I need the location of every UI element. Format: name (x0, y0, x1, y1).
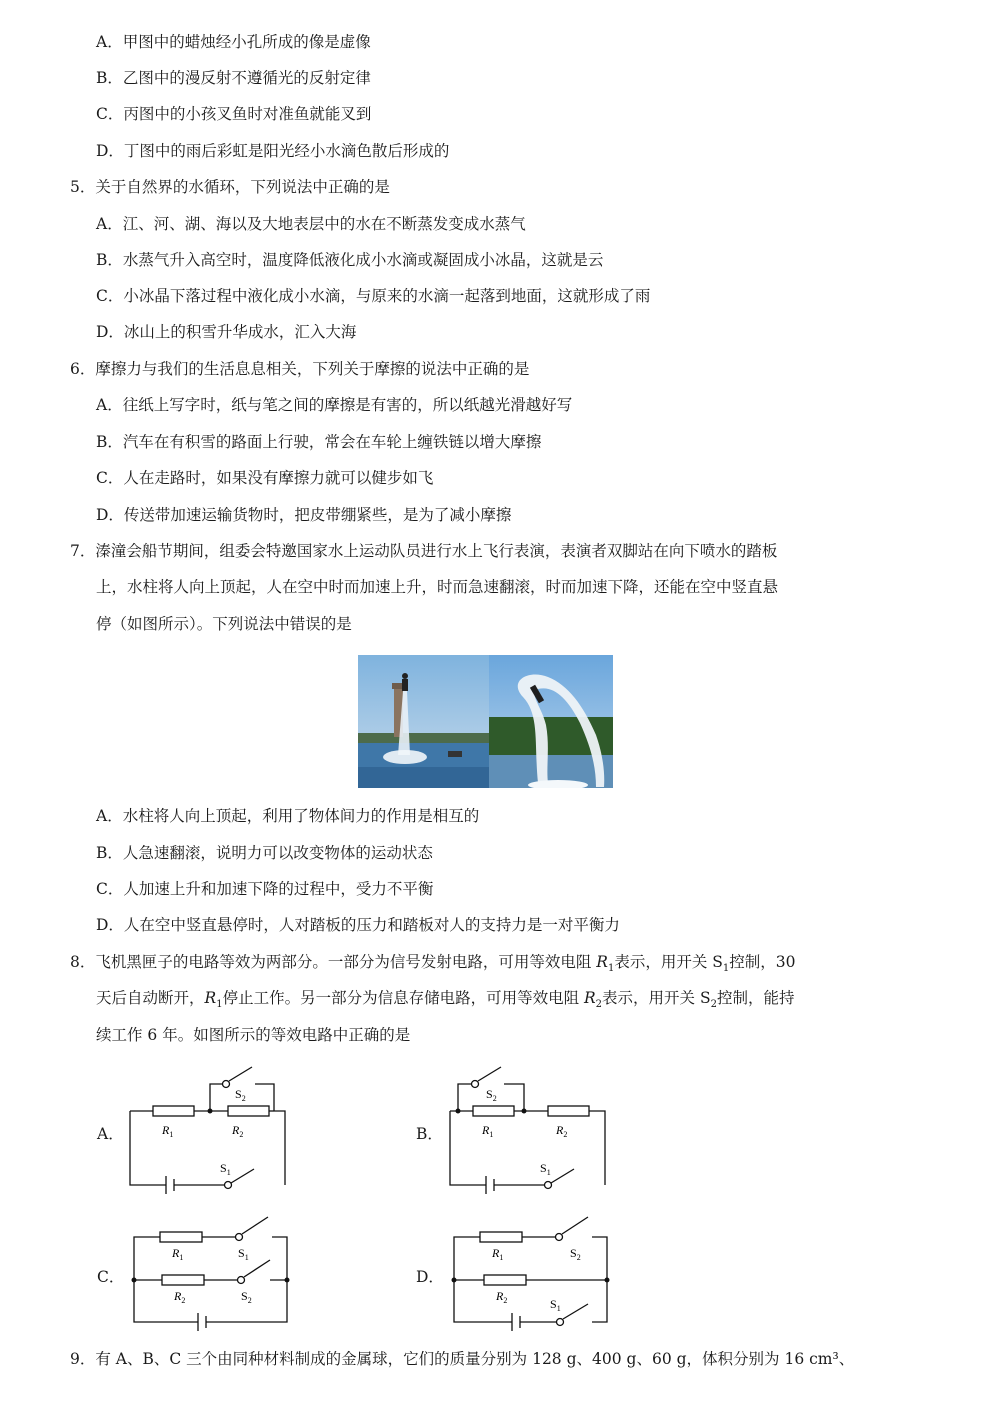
q8-a-r1-label: $R_1$ (162, 1123, 174, 1139)
q8-stem-line1: 8．飞机黑匣子的电路等效为两部分。一部分为信号发射电路，可用等效电阻 $R_1$表示，用开关 $S_1$控制，30 (70, 953, 796, 975)
q4-option-b: B．乙图中的漫反射不遵循光的反射定律 (96, 69, 371, 87)
q7-stem-line3: 停（如图所示）。下列说法中错误的是 (96, 615, 352, 633)
q8-c-s1-label: $S_1$ (238, 1246, 249, 1262)
q8-circuit-b (440, 1060, 620, 1204)
q5-option-b: B．水蒸气升入高空时，温度降低液化成小水滴或凝固成小冰晶，这就是云 (96, 251, 604, 269)
q7-stem-line2: 上，水柱将人向上顶起，人在空中时而加速上升，时而急速翻滚，时而加速下降，还能在空中竖直悬 (96, 578, 779, 596)
q4-option-d: D．丁图中的雨后彩虹是阳光经小水滴色散后形成的 (96, 142, 450, 160)
q8-b-r2-label: $R_2$ (556, 1123, 568, 1139)
q6-stem: 6．摩擦力与我们的生活息息相关，下列关于摩擦的说法中正确的是 (70, 360, 530, 378)
q6-option-a: A．往纸上写字时，纸与笔之间的摩擦是有害的，所以纸越光滑越好写 (96, 396, 573, 414)
q8-b-r1-label: $R_1$ (482, 1123, 494, 1139)
q7-photo (358, 655, 613, 788)
q8-circuit-d (440, 1210, 620, 1344)
q8-d-s2-label: $S_2$ (570, 1246, 581, 1262)
q7-option-b: B．人急速翻滚，说明力可以改变物体的运动状态 (96, 844, 433, 862)
q8-circuit-a-label: A． (97, 1125, 124, 1143)
q8-a-s2-label: $S_2$ (235, 1087, 246, 1103)
q8-circuit-c-label: C． (97, 1268, 125, 1286)
q9-stem: 9．有 A、B、C 三个由同种材料制成的金属球，它们的质量分别为 128 g、400 g、60 g，体积分别为 16 cm³、 (70, 1350, 855, 1368)
q8-b-s2-label: $S_2$ (486, 1087, 497, 1103)
q8-stem-line2: 天后自动断开，$R_1$停止工作。另一部分为信息存储电路，可用等效电阻 $R_2$表示，用开关 $S_2$控制，能持 (96, 989, 795, 1011)
q5-option-a: A．江、河、湖、海以及大地表层中的水在不断蒸发变成水蒸气 (96, 215, 526, 233)
q5-option-d: D．冰山上的积雪升华成水，汇入大海 (96, 323, 357, 341)
q5-stem: 5．关于自然界的水循环，下列说法中正确的是 (70, 178, 390, 196)
q8-a-s1-label: $S_1$ (220, 1161, 231, 1177)
q8-stem-line3: 续工作 6 年。如图所示的等效电路中正确的是 (96, 1026, 411, 1044)
q5-option-c: C．小冰晶下落过程中液化成小水滴，与原来的水滴一起落到地面，这就形成了雨 (96, 287, 651, 305)
q8-circuit-c (120, 1210, 300, 1344)
q7-option-d: D．人在空中竖直悬停时，人对踏板的压力和踏板对人的支持力是一对平衡力 (96, 916, 620, 934)
q8-c-s2-label: $S_2$ (241, 1289, 252, 1305)
q7-stem-line1: 7．溱潼会船节期间，组委会特邀国家水上运动队员进行水上飞行表演，表演者双脚站在向下喷水的踏板 (70, 542, 778, 560)
q8-b-s1-label: $S_1$ (540, 1161, 551, 1177)
q6-option-d: D．传送带加速运输货物时，把皮带绷紧些，是为了减小摩擦 (96, 506, 512, 524)
q8-circuit-d-label: D． (416, 1268, 444, 1286)
q6-option-c: C．人在走路时，如果没有摩擦力就可以健步如飞 (96, 469, 434, 487)
q4-option-c: C．丙图中的小孩叉鱼时对准鱼就能叉到 (96, 105, 372, 123)
q8-a-r2-label: $R_2$ (232, 1123, 244, 1139)
q8-d-s1-label: $S_1$ (550, 1297, 561, 1313)
q8-c-r1-label: $R_1$ (172, 1246, 184, 1262)
q7-option-c: C．人加速上升和加速下降的过程中，受力不平衡 (96, 880, 434, 898)
q7-option-a: A．水柱将人向上顶起，利用了物体间力的作用是相互的 (96, 807, 480, 825)
q8-c-r2-label: $R_2$ (174, 1289, 186, 1305)
q8-d-r2-label: $R_2$ (496, 1289, 508, 1305)
q4-option-a: A．甲图中的蜡烛经小孔所成的像是虚像 (96, 33, 371, 51)
q8-circuit-a (120, 1060, 300, 1204)
q8-circuit-b-label: B． (416, 1125, 443, 1143)
q8-d-r1-label: $R_1$ (492, 1246, 504, 1262)
q6-option-b: B．汽车在有积雪的路面上行驶，常会在车轮上缠铁链以增大摩擦 (96, 433, 542, 451)
